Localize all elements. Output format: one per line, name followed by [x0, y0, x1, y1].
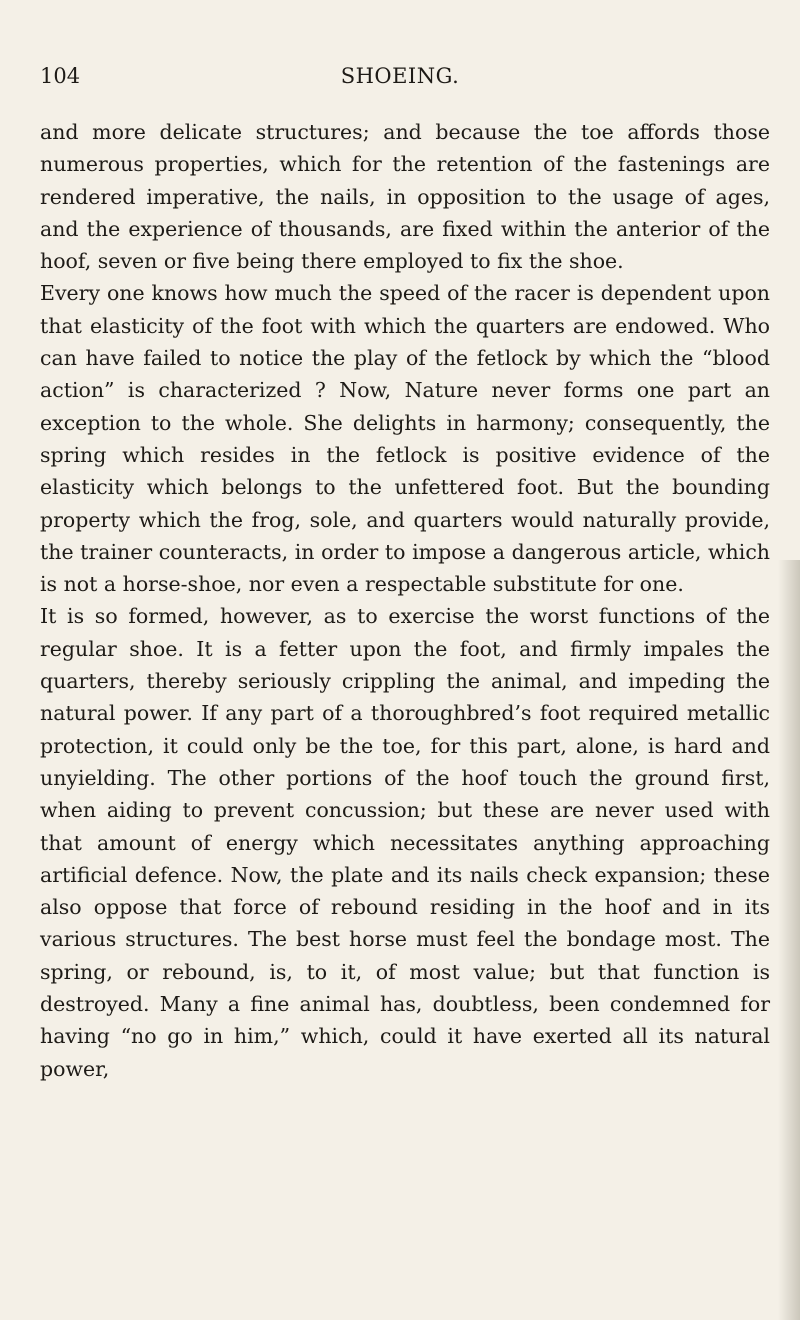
paragraph: and more delicate structures; and because the toe affords those numerous properties, which for the retention of the fastenings are rendered imperative, the nails, in opposition to the usage of ages, and the experience of thousands, are fixed within the anterior of the hoof, seven or five being there employed to fix the shoe. [40, 120, 770, 274]
page-header [0, 64, 800, 92]
paragraph: It is so formed, however, as to exercise the worst functions of the regular shoe. It is a fetter upon the foot, and firmly impales the quarters, thereby seriously crippling the animal, and impeding the natural power. If any part of a thoroughbred’s foot required metallic protection, it could only be the toe, for this part, alone, is hard and unyielding. The other portions of the hoof touch the ground first, when aiding to prevent concussion; but these are never used with that amount of energy which necessitates anything approaching artificial defence. Now, the plate and its nails check expansion; these also oppose that force of rebound residing in the hoof and in its various structures. The best horse must feel the bondage most. The spring, or rebound, is, to it, of most value; but that function is destroyed. Many a fine animal has, doubtless, been condemned for having “no go in him,” which, could it have exerted all its natural power, [40, 604, 770, 1081]
running-head: SHOEING. [340, 64, 460, 88]
body-text [40, 116, 770, 1085]
page-edge-shadow [778, 560, 800, 1320]
paragraph: Every one knows how much the speed of the racer is dependent upon that elasticity of the foot with which the quarters are endowed. Who can have failed to notice the play of the fetlock by which the “blood action” is characterized ? Now, Nature never forms one part an exception to the whole. She delights in harmony; consequently, the spring which resides in the fetlock is positive evidence of the elasticity which belongs to the unfettered foot. But the bounding property which the frog, sole, and quarters would naturally provide, the trainer counteracts, in order to impose a dangerous article, which is not a horse-shoe, nor even a respectable substitute for one. [40, 281, 770, 597]
page-number: 104 [40, 64, 81, 88]
